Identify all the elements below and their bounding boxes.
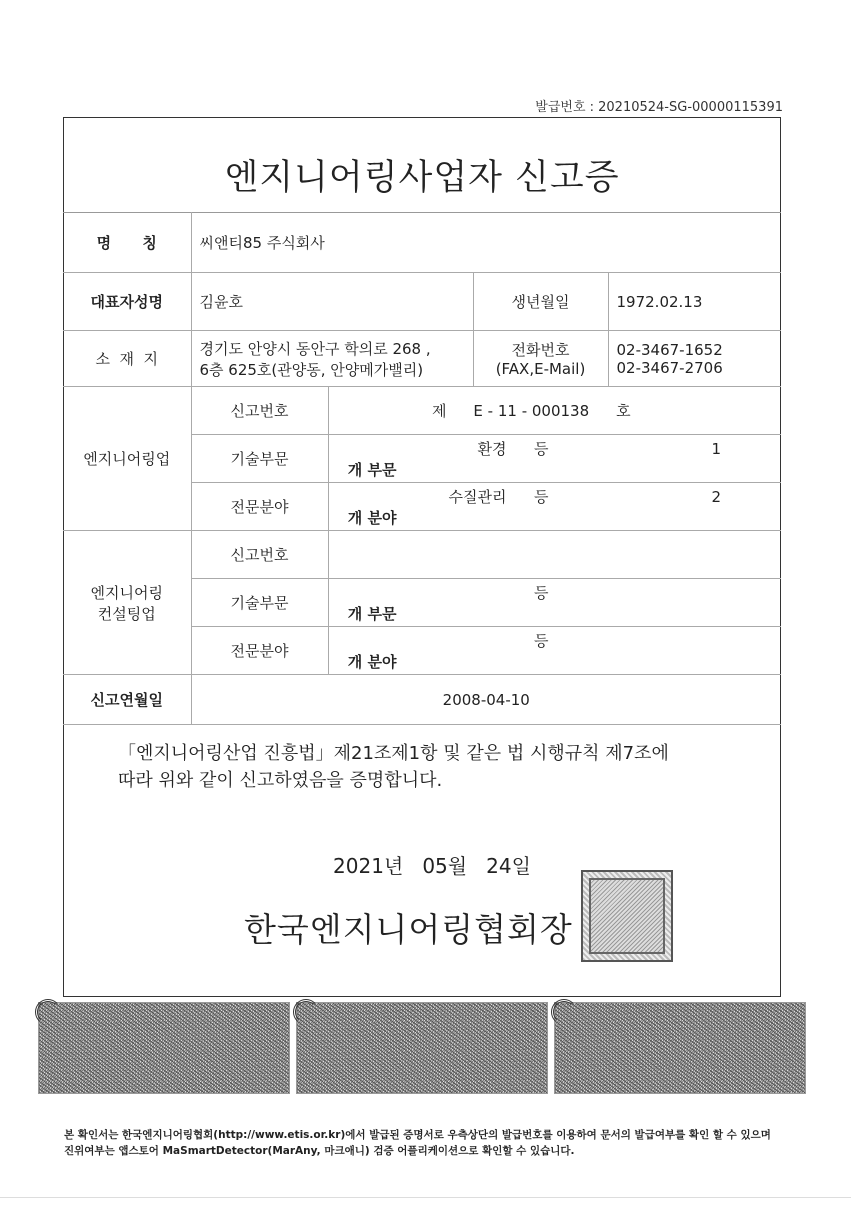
address-line2: 6층 625호(관양동, 안양메가밸리) [199,360,424,379]
certificate-title: 엔지니어링사업자 신고증 [224,158,620,198]
tech-unit: 개 부문 [347,460,397,479]
cons-spec-label: 전문분야 [191,627,328,675]
cons-spec-etc: 등 [534,631,549,650]
spec-value: 수질관리 [448,487,507,506]
eng-reg-value [328,387,781,435]
reg-number: E - 11 - 000138 [473,402,590,420]
cons-tech-etc: 등 [534,583,549,602]
report-date-label: 신고연월일 [63,675,191,725]
cons-tech-value [328,579,781,627]
consulting-label-line2: 컨설팅업 [97,604,156,623]
certificate-frame [63,117,781,997]
phone-label-line1: 전화번호 [511,341,570,359]
phone-number-1: 02-3467-1652 [616,340,723,359]
issue-date: 2021년 05월 24일 [333,854,531,878]
address-line1: 경기도 안양시 동안구 학의로 268 , [199,339,431,358]
cons-tech-label: 기술부문 [191,579,328,627]
representative-value: 김윤호 [191,273,473,331]
certificate-table [63,212,781,725]
verification-code-2 [296,1002,548,1094]
cons-reg-label: 신고번호 [191,531,328,579]
cons-tech-unit: 개 부문 [347,604,397,623]
cons-reg-value [328,531,781,579]
statement-line1: 「엔지니어링산업 진흥법」제21조제1항 및 같은 법 시행규칙 제7조에 [118,743,669,764]
tech-count: 1 [711,439,722,458]
verification-codes [38,1002,806,1094]
reg-prefix: 제 [432,402,447,420]
name-value: 씨앤티85 주식회사 [191,213,781,273]
table-row [63,273,781,331]
eng-tech-value [328,435,781,483]
table-row [63,387,781,435]
phone-label-line2: (FAX,E-Mail) [495,360,586,378]
consulting-label [63,531,191,675]
table-row [63,213,781,273]
certification-statement [118,740,669,794]
table-row [63,531,781,579]
eng-tech-label: 기술부문 [191,435,328,483]
reg-suffix: 호 [616,402,631,420]
tech-etc: 등 [534,439,549,458]
cons-spec-unit: 개 분야 [347,652,397,671]
birth-label: 생년월일 [473,273,608,331]
page-divider [0,1197,851,1198]
issuer-name: 한국엔지니어링협회장 [244,910,573,949]
verification-code-3 [554,1002,806,1094]
consulting-label-line1: 엔지니어링 [90,583,163,602]
phone-number-2: 02-3467-2706 [616,358,723,377]
footnote [64,1127,771,1159]
cons-spec-value [328,627,781,675]
spec-count: 2 [711,487,722,506]
spec-etc: 등 [534,487,549,506]
representative-label: 대표자성명 [63,273,191,331]
eng-reg-label: 신고번호 [191,387,328,435]
phone-value [608,331,781,387]
tech-value: 환경 [477,439,507,458]
eng-spec-value [328,483,781,531]
engineering-label: 엔지니어링업 [63,387,191,531]
eng-spec-label: 전문분야 [191,483,328,531]
issue-number: 발급번호 : 20210524-SG-00000115391 [535,100,783,115]
statement-line2: 따라 위와 같이 신고하였음을 증명합니다. [118,770,443,791]
report-date-value: 2008-04-10 [191,675,781,725]
birth-value: 1972.02.13 [608,273,781,331]
table-row [63,675,781,725]
table-row [63,331,781,387]
spec-unit: 개 분야 [347,508,397,527]
address-value [191,331,473,387]
verification-code-1 [38,1002,290,1094]
official-seal-icon [581,870,673,962]
address-label: 소 재 지 [63,331,191,387]
name-label: 명 칭 [63,213,191,273]
footnote-line2: 진위여부는 앱스토어 MaSmartDetector(MarAny, 마크애니) 검증 어플리케이션으로 확인할 수 있습니다. [64,1145,575,1157]
footnote-line1: 본 확인서는 한국엔지니어링협회(http://www.etis.or.kr)에서 발급된 증명서로 우측상단의 발급번호를 이용하여 문서의 발급여부를 확인 할 수 있으며 [64,1129,771,1141]
phone-label [473,331,608,387]
